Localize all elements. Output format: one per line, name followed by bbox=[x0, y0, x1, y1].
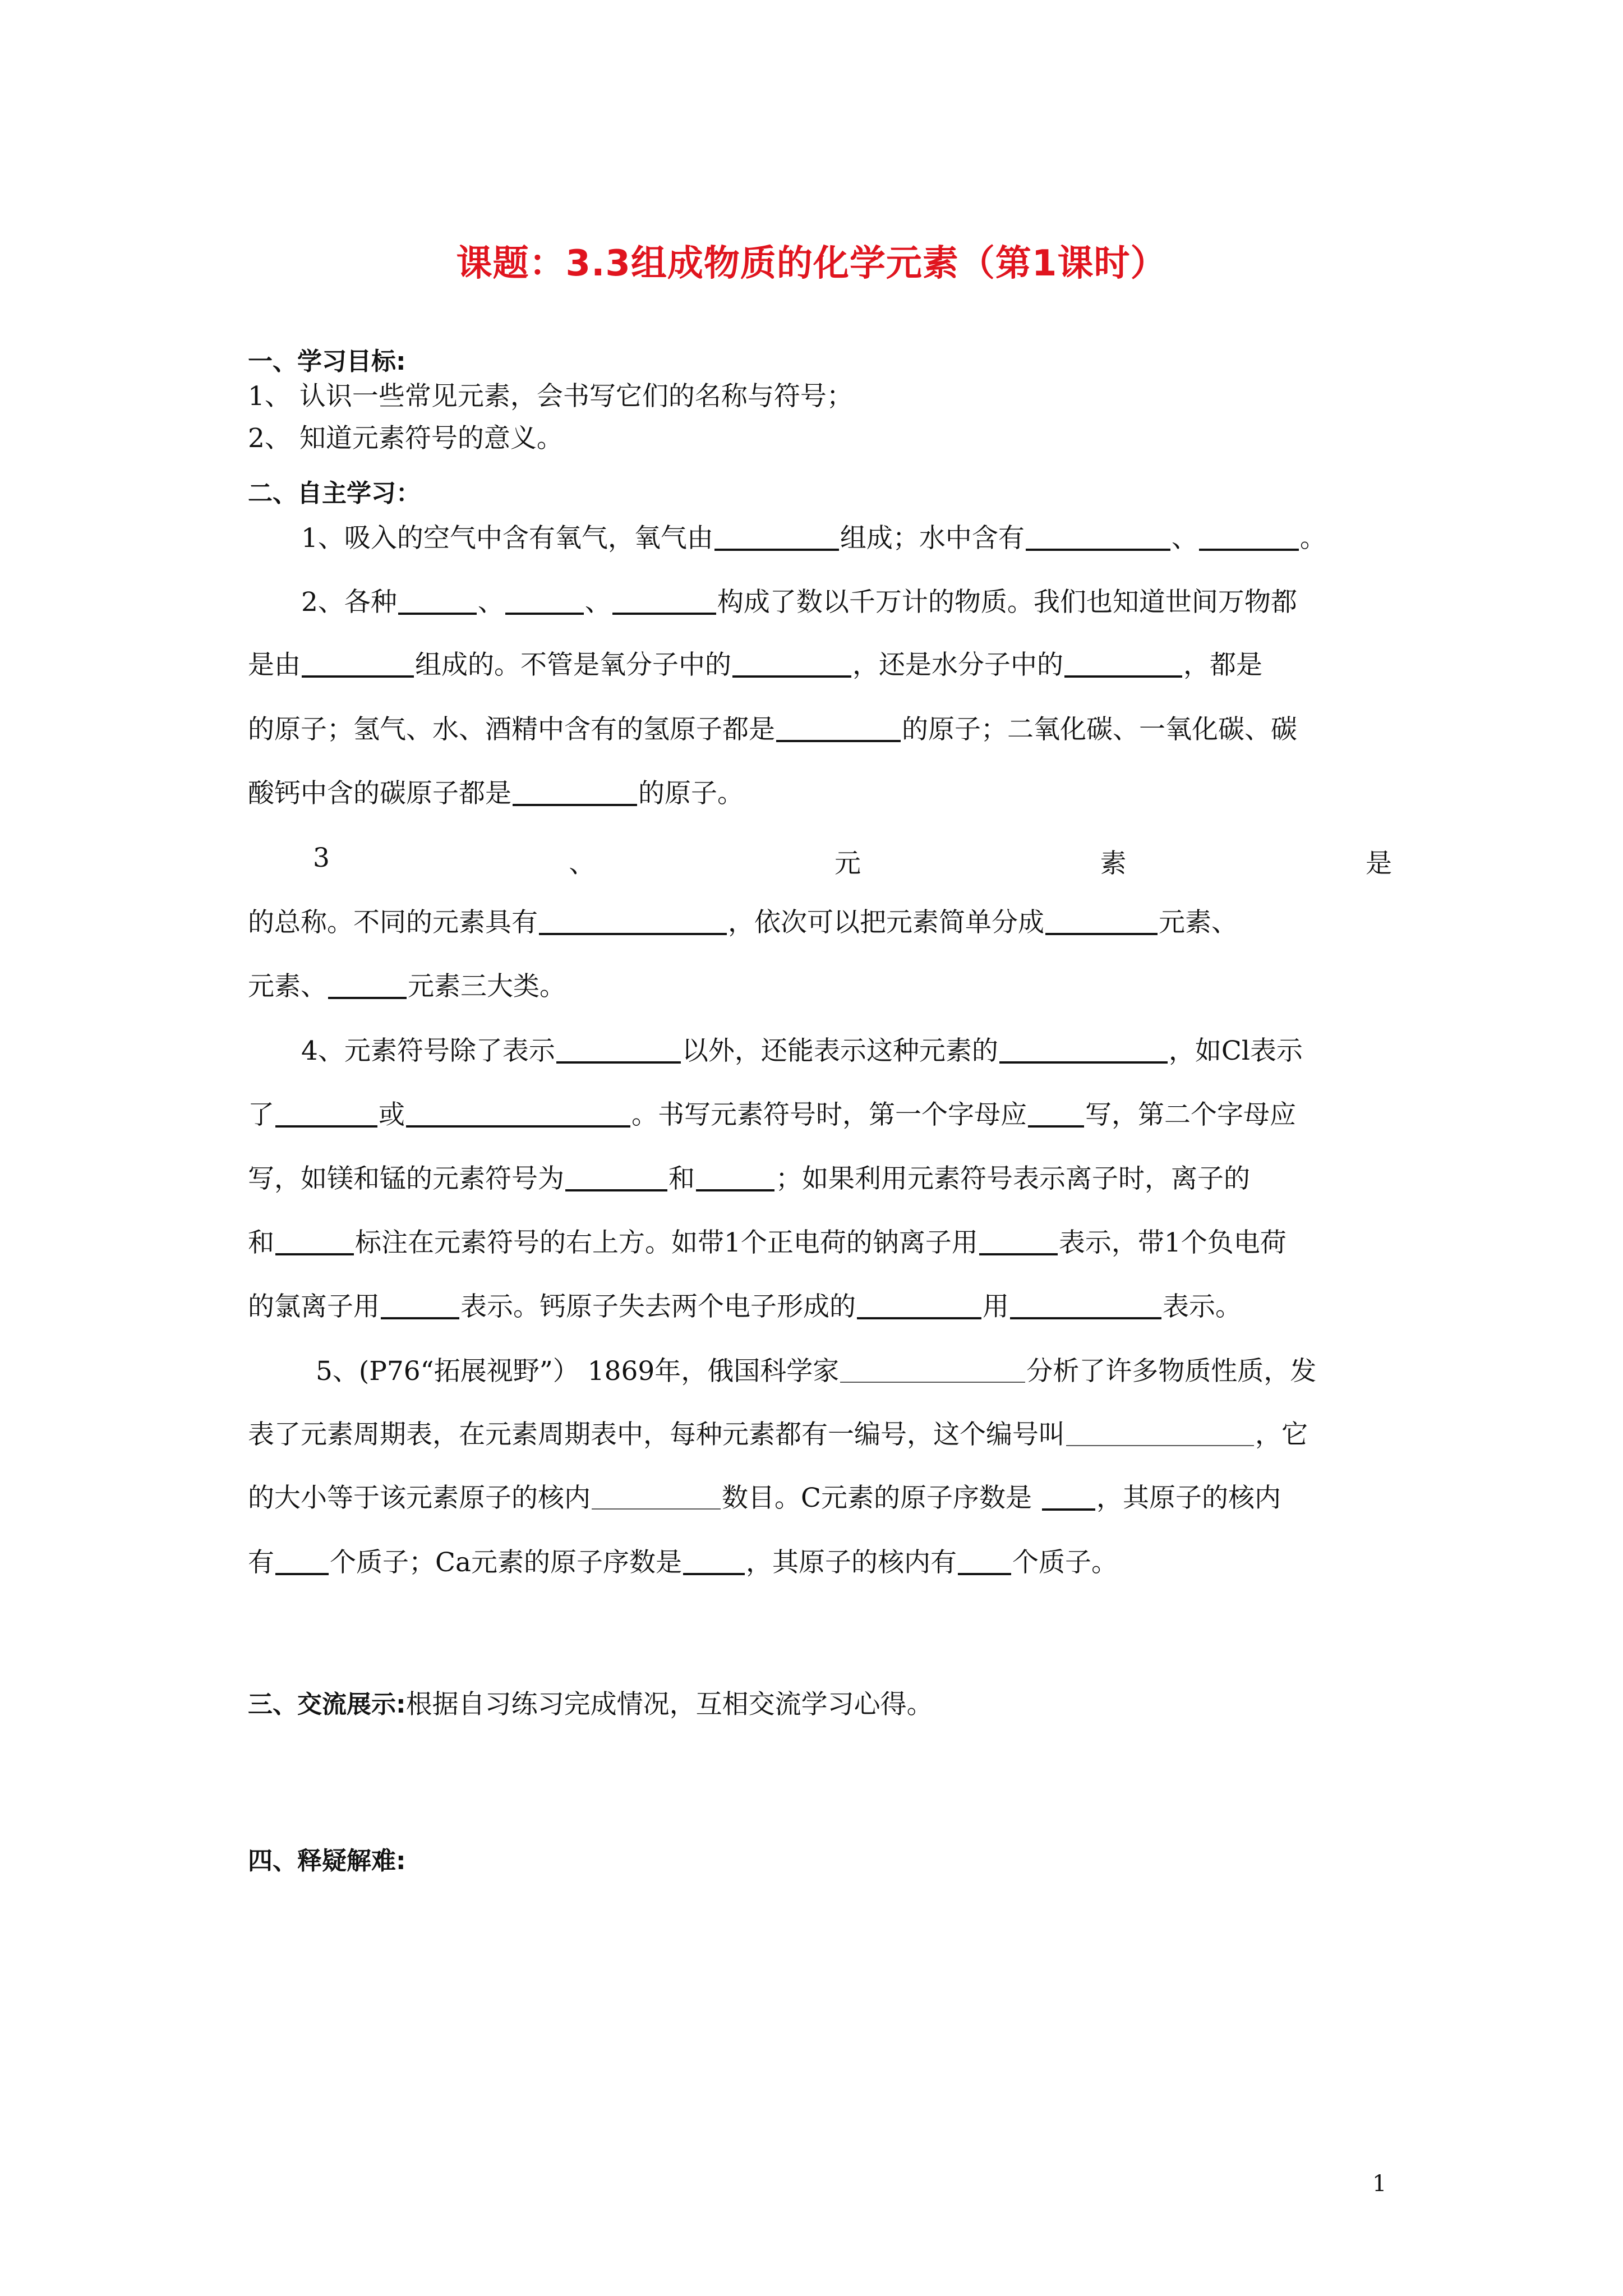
answer-blank[interactable] bbox=[1026, 549, 1170, 551]
answer-blank[interactable] bbox=[612, 613, 716, 615]
answer-blank[interactable] bbox=[1064, 675, 1182, 678]
answer-blank[interactable] bbox=[275, 1573, 329, 1575]
page-number: 1 bbox=[1372, 2171, 1387, 2197]
question-2-line: 2、各种 、 、 构成了数以千万计的物质。我们也知道世间万物都 bbox=[301, 587, 1297, 618]
question-4-line: 了 或 。书写元素符号时，第一个字母应 写，第二个字母应 bbox=[248, 1099, 1296, 1130]
question-2-line: 酸钙中含的碳原子都是 的原子。 bbox=[248, 778, 744, 809]
question-2-line: 是由 组成的。不管是氧分子中的 ，还是水分子中的 ，都是 bbox=[248, 650, 1262, 680]
question-4-line: 4、元素符号除了表示 以外，还能表示这种元素的 ，如Cl表示 bbox=[301, 1036, 1303, 1066]
answer-blank[interactable] bbox=[275, 1253, 354, 1255]
answer-blank[interactable] bbox=[1028, 1125, 1084, 1128]
answer-blank[interactable] bbox=[840, 1382, 1025, 1383]
answer-blank[interactable] bbox=[776, 740, 901, 742]
objective-item: 2、 知道元素符号的意义。 bbox=[248, 423, 563, 454]
answer-blank[interactable] bbox=[556, 1061, 681, 1064]
question-2-line: 的原子；氢气、水、酒精中含有的氢原子都是 的原子；二氧化碳、一氧化碳、碳 bbox=[248, 714, 1297, 745]
question-4-line: 的氯离子用 表示。钙原子失去两个电子形成的 用 表示。 bbox=[248, 1291, 1242, 1322]
answer-blank[interactable] bbox=[505, 613, 584, 615]
answer-blank[interactable] bbox=[398, 613, 477, 615]
section-heading-questions: 四、释疑解难: bbox=[248, 1847, 406, 1875]
answer-blank[interactable] bbox=[275, 1125, 377, 1128]
answer-blank[interactable] bbox=[857, 1317, 981, 1319]
answer-blank[interactable] bbox=[1199, 549, 1299, 551]
answer-blank[interactable] bbox=[539, 933, 727, 935]
answer-blank[interactable] bbox=[1045, 933, 1158, 935]
answer-blank[interactable] bbox=[328, 997, 407, 999]
question-5-line: 有 个质子；Ca元素的原子序数是 ，其原子的核内有 个质子。 bbox=[248, 1547, 1118, 1578]
objective-item: 1、 认识一些常见元素，会书写它们的名称与符号； bbox=[248, 381, 853, 412]
answer-blank[interactable] bbox=[1010, 1317, 1161, 1319]
section-heading-exchange: 三、交流展示: bbox=[248, 1690, 406, 1719]
question-5-line: 的大小等于该元素原子的核内 数目。C元素的原子序数是 ，其原子的核内 bbox=[248, 1483, 1281, 1513]
answer-blank[interactable] bbox=[732, 675, 851, 678]
question-5-line: 表了元素周期表，在元素周期表中，每种元素都有一编号，这个编号叫 ，它 bbox=[248, 1419, 1308, 1450]
answer-blank[interactable] bbox=[714, 549, 839, 551]
question-3-line: 的总称。不同的元素具有 ，依次可以把元素简单分成 元素、 bbox=[248, 907, 1238, 938]
answer-blank[interactable] bbox=[683, 1573, 745, 1575]
section-heading-self-study: 二、自主学习： bbox=[248, 479, 421, 508]
answer-blank[interactable] bbox=[406, 1125, 630, 1128]
section-exchange bbox=[248, 1688, 933, 1722]
question-4-line: 写，如镁和锰的元素符号为 和 ；如果利用元素符号表示离子时，离子的 bbox=[248, 1163, 1250, 1194]
answer-blank[interactable] bbox=[565, 1189, 667, 1191]
answer-blank[interactable] bbox=[381, 1317, 459, 1319]
answer-blank[interactable] bbox=[958, 1573, 1011, 1575]
answer-blank[interactable] bbox=[1042, 1508, 1095, 1511]
section-heading-objectives: 一、学习目标: bbox=[248, 347, 406, 376]
answer-blank[interactable] bbox=[999, 1061, 1168, 1064]
question-5-line: 5、(P76“拓展视野”） 1869年，俄国科学家 分析了许多物质性质，发 bbox=[316, 1356, 1317, 1387]
answer-blank[interactable] bbox=[979, 1253, 1058, 1255]
answer-blank[interactable] bbox=[1066, 1445, 1254, 1446]
question-3-line: 元素、 元素三大类。 bbox=[248, 971, 566, 1002]
question-3-line: 3 、 元 素 是 bbox=[313, 843, 1392, 879]
answer-blank[interactable] bbox=[592, 1508, 721, 1510]
question-4-line: 和 标注在元素符号的右上方。如带1个正电荷的钠离子用 表示，带1个负电荷 bbox=[248, 1227, 1287, 1258]
answer-blank[interactable] bbox=[302, 675, 414, 678]
answer-blank[interactable] bbox=[513, 804, 637, 806]
question-1-line: 1、吸入的空气中含有氧气，氧气由 组成；水中含有 、 。 bbox=[301, 523, 1326, 554]
page-title: 课题：3.3组成物质的化学元素（第1课时） bbox=[456, 243, 1167, 284]
exchange-text: 根据自习练习完成情况，互相交流学习心得。 bbox=[405, 1689, 933, 1720]
answer-blank[interactable] bbox=[696, 1189, 774, 1191]
